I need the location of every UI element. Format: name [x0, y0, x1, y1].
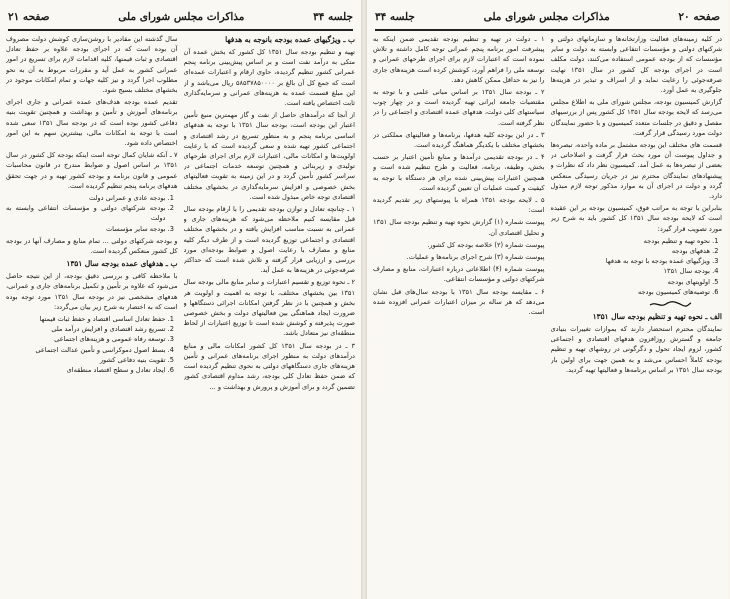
paragraph: گزارش کمیسیون بودجه، مجلس شورای ملی به اطلاع مجلس می‌رسد که لایحه بودجه سال ۱۳۵۱ کل کشور پس از بررسیهای مفصل و دقیق در جلسات متعدد کمیسیون و با حضور نمایندگان دولت مورد رسیدگی قرار گرفت. [550, 98, 722, 137]
paragraph: پیوست شماره (۱) گزارش نحوه تهیه و تنظیم بودجه سال ۱۳۵۱ و تحلیل اقتصادی آن. [373, 218, 545, 237]
header-rule [375, 29, 720, 31]
paragraph: ۲ ـ بودجه سال ۱۳۵۱ بر اساس مبانی علمی و با توجه به مقتضیات جامعه ایرانی تهیه گردیده است و در چهار چوب سیاستهای کلی دولت، هدفهای عمده اقتصادی و اجتماعی را در نظر گرفته است. [373, 88, 545, 127]
paragraph: تقدیم عمده بودجه هدف‌های عمده عمرانی و جاری اجرای برنامه‌های آموزش و تأمین و بهداشت و همچنین تقویت بنیه دفاعی کشور بوده است که در بودجه سال ۱۳۵۱ سعی شده است با توجه به امکانات مالی، بیشترین سهم به این امور اختصاص داده شود. [6, 98, 178, 148]
right-page-session: جلسه ۳۴ [375, 11, 415, 23]
paragraph: از آنجا که درآمدهای حاصل از نفت و گاز مهمترین منبع تأمین اعتبار این بودجه است، بودجه سال ۱۳۵۱ با توجه به هدفهای اساسی برنامه پنجم و به منظور تسریع در رشد اقتصادی و اجتماعی کشور تهیه شده و سعی گردیده است که با رعایت اولویت‌ها و امکانات مالی، اعتبارات لازم برای اجرای طرحهای تولیدی و زیربنائی و همچنین توسعه خدمات اجتماعی در سراسر کشور تأمین گردد و در این زمینه به تقویت فعالیتهای بخش خصوصی و افزایش سرمایه‌گذاری در بخشهای مختلف اقتصادی توجه خاص مبذول شده است. [183, 111, 355, 201]
paragraph: ۶ ـ مقایسه بودجه سال ۱۳۵۱ با بودجه سال‌های قبل نشان می‌دهد که هر ساله بر میزان اعتبارات عمرانی افزوده شده است. [373, 287, 545, 317]
list-item: 2. تسریع رشد اقتصادی و افزایش درآمد ملی [6, 324, 166, 334]
paragraph: پیوست شماره (۳) شرح اجرای برنامه‌ها و عملیات. [406, 253, 545, 262]
paragraph: ۳ ـ در این بودجه کلیه هدفها، برنامه‌ها و فعالیتهای مملکتی در بخشهای مختلف با یکدیگر هماهنگ گردیده است. [373, 130, 545, 150]
paragraph: ۱ ـ دولت در تهیه و تنظیم بودجه تقدیمی ضمن اینکه به پیشرفت امور برنامه پنجم عمرانی توجه کامل داشته و تلاش نموده است که اعتبارات لازم برای اجرای طرحهای عمرانی و توسعه ملی را فراهم آورد، کوشش کرده است هزینه‌های جاری را نیز به حداقل ممکن کاهش دهد. [373, 35, 545, 84]
paragraph: در کلیه زمینه‌های فعالیت وزارتخانه‌ها و سازمانهای دولتی و شرکتهای دولتی و مؤسسات انتفاعی وابسته به دولت و سایر مؤسسات که از بودجه عمومی استفاده می‌کنند، دولت مکلف است در اجرای بودجه کل کشور در سال ۱۳۵۱ نهایت صرفه‌جوئی را رعایت نماید و از اسراف و تبذیر در هزینه‌ها جلوگیری به عمل آورد. [550, 35, 722, 95]
paragraph: با ملاحظه کافی و بررسی دقیق بودجه، از این نتیجه حاصل می‌شود که علاوه بر تأمین و تکمیل برنامه‌های جاری و عمرانی، هدفهای مشخصی نیز در بودجه سال ۱۳۵۱ مورد توجه بوده است که به اختصار به شرح زیر بیان می‌گردد: [6, 272, 178, 311]
list-item: 2. هدفهای بودجه [551, 246, 711, 256]
paragraph: پیوست شماره (۴) اطلاعاتی درباره اعتبارات، منابع و مصارف شرکتهای دولتی و مؤسسات انتفاعی. [373, 265, 545, 284]
list-item: 2. بودجه شرکتهای دولتی و مؤسسات انتفاعی وابسته به دولت [6, 203, 166, 223]
numbered-list [6, 193, 178, 234]
numbered-list [6, 314, 178, 375]
list-item: 6. توصیه‌های کمیسیون بودجه [551, 287, 711, 297]
list-item: 3. بودجه سایر مؤسسات [6, 224, 166, 234]
paragraph: ۷ ـ آنکه شایان کمال توجه است اینکه بودجه کل کشور در سال ۱۳۵۱ بر اساس اصول و ضوابط مندرج در قانون محاسبات عمومی و قانون برنامه و بودجه کشور تهیه و در جهت تحقق هدفهای برنامه پنجم تنظیم گردیده است. [6, 151, 178, 190]
list-item: 1. حفظ تعادل اساسی اقتصاد و حفظ ثبات قیمتها [6, 314, 166, 324]
list-item: 6. ایجاد تعادل و سطح اقتصاد منطقه‌ای [6, 365, 166, 375]
list-item: 1. نحوه تهیه و تنظیم بودجه [551, 236, 711, 246]
paragraph: نمایندگان محترم استحضار دارند که بموازات تغییرات بنیادی جامعه و گسترش روزافزون هدفهای اقتصادی و اجتماعی کشور، لزوم ایجاد تحول و دگرگونی در روشهای تهیه و تنظیم بودجه کاملاً احساس می‌شد و به همین جهت برای اولین بار بودجه سال ۱۳۵۱ بر اساس برنامه‌ها و فعالیتها تهیه گردید. [550, 325, 722, 374]
list-item: 5. اولویتهای بودجه [551, 277, 711, 287]
numbered-list [551, 236, 723, 297]
header-rule [8, 29, 353, 31]
left-page-title: مذاکرات مجلس شورای ملی [118, 11, 245, 23]
paragraph: ۱ ـ چنانچه تعادل و توازن بودجه تقدیمی را با ارقام بودجه سال قبل مقایسه کنیم ملاحظه می‌شود که هزینه‌های جاری و عمرانی به نسبت مناسب افزایش یافته و در بخشهای مختلف اقتصادی و اجتماعی توزیع گردیده است و از طرف دیگر کلیه منابع و مصارف با رعایت اصول و ضوابط بودجه‌ای مورد بررسی و ارزیابی قرار گرفته و تلاش شده است که حداکثر صرفه‌جوئی در هزینه‌ها به عمل آید. [183, 205, 355, 275]
list-item: 4. بودجه سال ۱۳۵۱ [551, 266, 711, 276]
left-page-columns [6, 34, 355, 593]
left-page [0, 0, 362, 599]
right-page-title: مذاکرات مجلس شورای ملی [483, 11, 610, 23]
paragraph: ۲ ـ نحوه توزیع و تقسیم اعتبارات و سایر منابع مالی بودجه سال ۱۳۵۱ بین بخشهای مختلف، با توجه به اهمیت و اولویت هر بخش و همچنین با در نظر گرفتن امکانات اجرائی دستگاهها و ضرورت ایجاد هماهنگی بین فعالیتهای دولت و بخش خصوصی صورت پذیرفته و کوشش شده است تا توزیع اعتبارات از لحاظ منطقه‌ای نیز متعادل باشد. [183, 278, 355, 338]
section-heading: ب ـ هدفهای عمده بودجه سال ۱۳۵۱ [66, 259, 178, 269]
paragraph: تهیه و تنظیم بودجه سال ۱۳۵۱ کل کشور که بخش عمده آن متکی به درآمد نفت است و بر اساس پیش‌بینی برنامه پنجم عمرانی کشور تنظیم گردیده، حاوی ارقام و اعتبارات عمده‌ای است که جمع کل آن بالغ بر ۵۸۵۳۷۸۵۰۰۰۰ ریال می‌باشد و از این مبلغ قسمت عمده به هزینه‌های عمرانی و سرمایه‌گذاری ثابت اختصاص یافته است. [183, 48, 355, 108]
left-page-session: جلسه ۳۴ [313, 11, 353, 23]
right-page-columns [373, 34, 722, 593]
list-item: 5. تقویت بنیه دفاعی کشور [6, 355, 166, 365]
list-item: 3. توسعه رفاه عمومی و هزینه‌های اجتماعی [6, 334, 166, 344]
left-page-right-column [184, 34, 356, 593]
paragraph: ۳ ـ در بودجه سال ۱۳۵۱ کل کشور امکانات مالی و منابع درآمدهای دولت به منظور اجرای برنامه‌های عمرانی و تأمین هزینه‌های جاری دستگاههای دولتی به نحوی تنظیم گردیده است که ضمن حفظ تعادل کلی بودجه، رشد مداوم اقتصادی کشور تضمین گردد و برای آموزش و پرورش و بهداشت و ... [183, 341, 355, 391]
handwritten-signature [648, 299, 692, 309]
left-page-header [8, 6, 353, 28]
paragraph: قسمت های مختلف این بودجه مشتمل بر ماده واحده، تبصره‌ها و جداول پیوست آن مورد بحث قرار گرفت و اصلاحاتی در بعضی از تبصره‌ها به عمل آمد. کمیسیون نظر داد که نظرات و پیشنهادهای نمایندگان محترم نیز در جریان رسیدگی منعکس گردد و دولت در اجرای آن به موارد مذکور توجه لازم مبذول دارد. [550, 141, 722, 201]
left-page-number: صفحه ۲۱ [8, 11, 50, 23]
paragraph: و بودجه شرکتهای دولتی ... تمام منابع و مصارف آنها در بودجه کل کشور منعکس گردیده است. [6, 236, 178, 256]
paragraph: پیوست شماره (۲) خلاصه بودجه کل کشور. [427, 240, 545, 249]
list-item: 3. ویژگیهای عمده بودجه با توجه به هدفها [551, 256, 711, 266]
left-page-left-column [6, 34, 178, 593]
section-heading: ب ـ ویژگیهای عمده بودجه بانوجه به هدفها [225, 35, 355, 44]
paragraph: بنابراین با توجه به مراتب فوق، کمیسیون بودجه بر این عقیده است که لایحه بودجه سال ۱۳۵۱ کل کشور باید به شرح زیر مورد تصویب قرار گیرد: [550, 204, 722, 233]
paragraph: ۵ ـ لایحه بودجه ۱۳۵۱ همراه با پیوستهای زیر تقدیم گردیده است: [373, 196, 545, 215]
paragraph: سال گذشته این مقادیر با روشن‌سازی کوشش دولت مصروف آن بوده است که در اجرای بودجه علاوه بر حفظ تعادل اقتصادی و ثبات قیمتها، کلیه اقدامات لازم برای تسریع در امور عمرانی کشور به عمل آید و مقررات مربوط به آن به نحو مطلوب اجرا گردد و نیز کلیه جهات و تمام امکانات موجود در بخشهای مختلف بسیج شود. [6, 35, 178, 95]
list-item: 4. بسط اصول دموکراسی و تأمین عدالت اجتماعی [6, 345, 166, 355]
right-page-number: صفحه ۲۰ [678, 11, 720, 23]
right-page-right-column [551, 34, 723, 593]
right-page [367, 0, 728, 599]
section-heading: الف ـ نحوه تهیه و تنظیم بودجه سال ۱۳۵۱ [592, 312, 722, 322]
right-page-left-column [373, 34, 545, 593]
right-page-header [375, 6, 720, 28]
paragraph: ۴ ـ در بودجه تقدیمی درآمدها و منابع تأمین اعتبار بر حسب بخش، وظیفه، برنامه، فعالیت و طرح تنظیم شده است و همچنین اعتبارات پیش‌بینی شده برای هر دستگاه با توجه به کیفیت و کمیت عملیات آن تعیین گردیده است. [373, 153, 545, 192]
list-item: 1. بودجه عادی و عمرانی دولت [6, 193, 166, 203]
